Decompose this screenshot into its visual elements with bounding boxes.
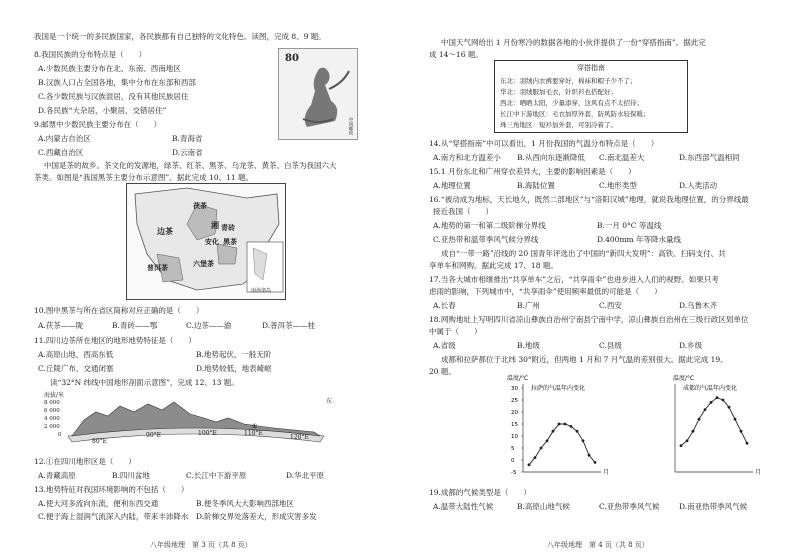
map-label-qingzhuan: 青砖 bbox=[221, 223, 235, 232]
y-tick-label: -5 bbox=[511, 470, 517, 476]
q11-option-b: B.地势起伏，一般无阶 bbox=[196, 350, 272, 359]
map-label-nanhai: 南海诸岛 bbox=[251, 288, 272, 294]
q18-option-a: A.省级 bbox=[433, 341, 456, 350]
q19-option-d: D.南亚热带季风气候 bbox=[679, 502, 748, 511]
q8-option-d: D.各民族“大杂居，小聚居，交错居住” bbox=[38, 106, 167, 115]
profile-xtick: 110°E bbox=[244, 430, 263, 437]
q16-option-a: A.地势的第一和第二级阶梯分界线 bbox=[433, 221, 546, 230]
temperature-point bbox=[746, 442, 749, 445]
profile-ytick: 2 000 bbox=[44, 424, 60, 430]
y-tick-label: 5 bbox=[511, 446, 515, 452]
q10-option-a: A.茯茶——陇 bbox=[38, 321, 84, 330]
question-8: 8.我国民族的分布特点是（ ） bbox=[34, 50, 147, 59]
page-footer: 八年级地理 第 3 页（共 8 页） bbox=[150, 541, 252, 550]
x-axis-label: 月 bbox=[755, 469, 762, 476]
q18-option-d: D.乡级 bbox=[679, 341, 703, 350]
y-tick-label: 10 bbox=[511, 434, 518, 440]
profile-ylabel: 海拔/米 bbox=[44, 392, 65, 399]
temperature-point bbox=[686, 439, 689, 442]
temperature-point bbox=[546, 439, 549, 442]
intro-text: 中国天气网给出 1 月份寒冷的数据各地的小伙伴提供了一份“穿搭指南”。据此完 bbox=[441, 38, 706, 47]
profile-xtick: 80°E bbox=[92, 438, 108, 445]
q8-option-b: B.汉族人口占全国各地，集中分布在东部和西部 bbox=[38, 78, 196, 87]
q14-option-c: C.南北温差大 bbox=[599, 153, 645, 162]
svg-text:①: ① bbox=[252, 423, 258, 430]
q8-option-a: A.少数民族主要分布在北、东南、西南地区 bbox=[38, 64, 181, 73]
y-tick-label: 15 bbox=[511, 422, 518, 428]
intro-text: 茶类。如图是“我国黑茶主要分布示意图”。据此完成 10、11 题。 bbox=[34, 173, 254, 182]
q13-option-d: D.阶梯交界处落差大，形成灾害多发 bbox=[196, 512, 317, 521]
question-16: 16.“被动成为地标，天长地久，既然二部地区”与“洛阳汉城”地理，就说我地理位置，的分界线最 bbox=[429, 195, 749, 204]
temperature-point bbox=[704, 408, 707, 411]
q12-option-b: B.四川盆地 bbox=[112, 471, 150, 480]
temperature-point bbox=[570, 425, 573, 428]
guide-line: 长江中下游地区：毛衣加厚外套，防风防水较保暖； bbox=[500, 110, 650, 118]
q15-option-b: B.海陆位置 bbox=[517, 181, 555, 190]
intro-text: 中国是茶的故乡。茶文化的发源地，绿茶、红茶、黑茶、乌龙茶、黄茶、白茶为我国六大 bbox=[44, 161, 337, 170]
temperature-point bbox=[692, 430, 695, 433]
q19-option-a: A.温带大陆性气候 bbox=[433, 502, 494, 511]
temperature-point bbox=[734, 418, 737, 421]
profile-xtick: 90°E bbox=[146, 432, 162, 439]
q9-option-a: A.内蒙古自治区 bbox=[38, 134, 91, 143]
temperature-point bbox=[588, 454, 591, 457]
temperature-line bbox=[681, 398, 747, 446]
stamp-value: 80 bbox=[285, 53, 299, 64]
q12-option-d: D.华北平原 bbox=[286, 471, 325, 480]
map-label-xiang: 湘 bbox=[211, 220, 219, 230]
q13-option-a: A.使大河多流向东流，便利东西交通 bbox=[38, 499, 159, 508]
profile-xtick: 100°E bbox=[198, 430, 217, 437]
q16-option-c: C.亚热带和温带季风气候分界线 bbox=[433, 235, 539, 244]
intro-text: 我国是一个统一的多民族国家，各民族都有自己独特的文化特色。读图，完成 8、9 题。 bbox=[34, 32, 326, 41]
intro-text: 享单车和网购。据此完成 17、18 题。 bbox=[429, 261, 558, 270]
question-9: 9.邮票中少数民族主要分布在（ ） bbox=[34, 120, 162, 129]
temperature-point bbox=[716, 396, 719, 399]
y-tick-label: 0 bbox=[511, 458, 515, 464]
temperature-point bbox=[710, 401, 713, 404]
y-axis-label: 温度/°C bbox=[673, 375, 695, 382]
q9-option-d: D.云南省 bbox=[172, 148, 203, 157]
map-label-heicha: 黑茶 bbox=[223, 237, 237, 246]
temperature-point bbox=[576, 430, 579, 433]
q14-option-b: B.从西向东逐渐降低 bbox=[517, 153, 585, 162]
q15-option-a: A.地理位置 bbox=[433, 181, 471, 190]
temperature-line bbox=[529, 424, 595, 465]
q10-option-d: D.普洱茶——桂 bbox=[262, 321, 316, 330]
chart-title: 成都的气温年内变化 bbox=[683, 385, 738, 392]
lhasa-chart-svg bbox=[501, 372, 661, 482]
right-page bbox=[397, 0, 794, 558]
q16-option-d: D.400mm 年等降水量线 bbox=[597, 235, 682, 244]
q18-option-b: B.地级 bbox=[517, 341, 540, 350]
q17-option-c: C.西安 bbox=[599, 301, 622, 310]
q15-option-d: D.人类活动 bbox=[679, 181, 718, 190]
y-tick-label: 25 bbox=[511, 398, 518, 404]
q15-option-c: C.地形类型 bbox=[599, 181, 637, 190]
map-label-liubaocha: 六堡茶 bbox=[193, 259, 214, 268]
q19-option-b: B.高原山地气候 bbox=[517, 502, 570, 511]
lhasa-temp-chart bbox=[501, 372, 661, 482]
temperature-point bbox=[564, 423, 567, 426]
q12-option-a: A.青藏高原 bbox=[38, 471, 76, 480]
q17-option-b: B.广州 bbox=[517, 301, 540, 310]
profile-ytick: 0 bbox=[58, 432, 62, 438]
profile-xtick: 120°E bbox=[290, 434, 309, 441]
chart-title: 拉萨的气温年内变化 bbox=[531, 385, 586, 392]
q11-option-d: D.地势较低，地表崎岖 bbox=[196, 364, 272, 373]
profile-ytick: 4 000 bbox=[44, 416, 60, 422]
y-tick-label: 30 bbox=[511, 386, 518, 392]
question-18-cont: 中属于（ ） bbox=[429, 327, 482, 336]
intro-text: 成自“一带一路”沿线的 20 国青年评选出了中国的“新四大发明”：高铁、扫码支付、共 bbox=[441, 249, 726, 258]
temperature-point bbox=[740, 430, 743, 433]
temperature-point bbox=[594, 461, 597, 464]
map-label-fucha: 茯茶 bbox=[193, 201, 207, 210]
temperature-point bbox=[528, 463, 531, 466]
q14-option-d: D.东西部气温相同 bbox=[679, 153, 740, 162]
intro-text: 成 14～16 题。 bbox=[429, 50, 483, 59]
temperature-point bbox=[540, 447, 543, 450]
guide-line: 东北：羽绒内衣裤要穿好，棉袜和帽子少不了； bbox=[500, 77, 637, 85]
guide-line: 珠三角地区：短衫加外套，可别冷着了。 bbox=[500, 121, 617, 129]
question-16-cont: 接近我国（ ） bbox=[433, 207, 493, 216]
temperature-point bbox=[698, 418, 701, 421]
intro-text: 成都和拉萨都位于北纬 30°附近，但两地 1 月和 7 月气温的差别很大。据此完成 19、 bbox=[441, 355, 728, 364]
temperature-point bbox=[728, 406, 731, 409]
guide-line: 华北：羽绒服加毛衣，针织衫也搭配好； bbox=[500, 88, 617, 96]
y-tick-label: 20 bbox=[511, 410, 518, 416]
q11-option-c: C.丘陵广布，交通闭塞 bbox=[38, 364, 114, 373]
temperature-point bbox=[534, 456, 537, 459]
question-17: 17.当各大城市相继推出“共享单车”之后，“共享雨伞”也进步进入人们的视野。如果只考 bbox=[429, 275, 719, 284]
q9-option-c: C.西藏自治区 bbox=[38, 148, 84, 157]
chengdu-chart-svg bbox=[669, 372, 789, 482]
question-19: 19.成都的气候类型是（ ） bbox=[429, 488, 531, 497]
q10-option-c: C.边茶——渝 bbox=[186, 321, 232, 330]
question-14: 14.从“穿搭指南”中可以看出，1 月份我国的气温分布特点是（ ） bbox=[429, 139, 659, 148]
profile-ytick: 8 000 bbox=[44, 400, 60, 406]
outfit-guide-box bbox=[494, 60, 688, 133]
q13-option-b: B.便冬季风大大影响西部地区 bbox=[196, 499, 294, 508]
question-17-cont: 虑雨的影响，下列城市中，“共享雨伞”使用频率最低的可能是（ ） bbox=[429, 287, 662, 296]
temperature-point bbox=[722, 399, 725, 402]
q17-option-a: A.长春 bbox=[433, 301, 456, 310]
map-label-puercha: 普洱茶 bbox=[147, 263, 168, 272]
q9-option-b: B.青海省 bbox=[172, 134, 203, 143]
temperature-point bbox=[558, 423, 561, 426]
question-13: 13.地势特征对我国环境影响的不包括（ ） bbox=[34, 485, 189, 494]
y-axis-label: 温度/°C bbox=[507, 375, 529, 382]
stamp-text: 中国邮政 bbox=[348, 117, 353, 135]
map-label-biancha: 边茶 bbox=[157, 226, 173, 236]
q11-option-a: A.高原山地，西高东低 bbox=[38, 350, 114, 359]
x-axis-label: 月 bbox=[603, 469, 610, 476]
temperature-point bbox=[552, 430, 555, 433]
question-11: 11.四川边茶所在地区的地形地势特征是（ ） bbox=[34, 336, 196, 345]
temperature-point bbox=[680, 444, 683, 447]
q12-option-c: C.长江中下游平原 bbox=[186, 471, 247, 480]
intro-text: 读“32°N 纬线中国地形剖面示意图”，完成 12、13 题。 bbox=[50, 378, 239, 387]
q8-option-c: C.各少数民族与汉族混居，没有其他民族居住 bbox=[38, 92, 189, 101]
profile-ytick: 6 000 bbox=[44, 408, 60, 414]
guide-title: 穿搭指南 bbox=[577, 64, 605, 72]
q13-option-c: C.便于海上湿润气流深入内陆，带来丰沛降水 bbox=[38, 512, 189, 521]
q17-option-d: D.乌鲁木齐 bbox=[679, 301, 718, 310]
question-15: 15.1 月份东北和广州穿衣差异大，主要的影响因素是（ ） bbox=[429, 167, 636, 176]
intro-text: 20 题。 bbox=[429, 367, 456, 376]
tea-distribution-map bbox=[126, 183, 286, 300]
q19-option-c: C.亚热带季风气候 bbox=[599, 502, 660, 511]
page-footer: 八年级地理 第 4 页（共 8 页） bbox=[547, 541, 649, 550]
terrain-profile-32n bbox=[44, 392, 334, 450]
ethnic-stamp-image bbox=[278, 48, 358, 140]
q16-option-b: B.一月 0°C 等温线 bbox=[597, 221, 662, 230]
profile-east-label: 东 bbox=[326, 398, 333, 405]
question-10: 10.图中黑茶与所在省区简称对应正确的是（ ） bbox=[34, 306, 204, 315]
q14-option-a: A.南方和北方温差小 bbox=[433, 153, 501, 162]
chengdu-temp-chart bbox=[669, 372, 794, 482]
question-12: 12.①在四川地形区是（ ） bbox=[34, 457, 136, 466]
q10-option-b: B.青砖——鄂 bbox=[112, 321, 158, 330]
q18-option-c: C.县级 bbox=[599, 341, 622, 350]
map-label-anhua: 安化 bbox=[205, 237, 219, 246]
temperature-point bbox=[582, 439, 585, 442]
question-18: 18.网购地址上写明四川省凉山彝族自治州宁南县宁南中学，凉山彝族自治州在三级行政区划单位 bbox=[429, 315, 749, 324]
guide-line: 西北：晒晒太阳，少量添穿，这风有点不太招待； bbox=[500, 99, 643, 107]
